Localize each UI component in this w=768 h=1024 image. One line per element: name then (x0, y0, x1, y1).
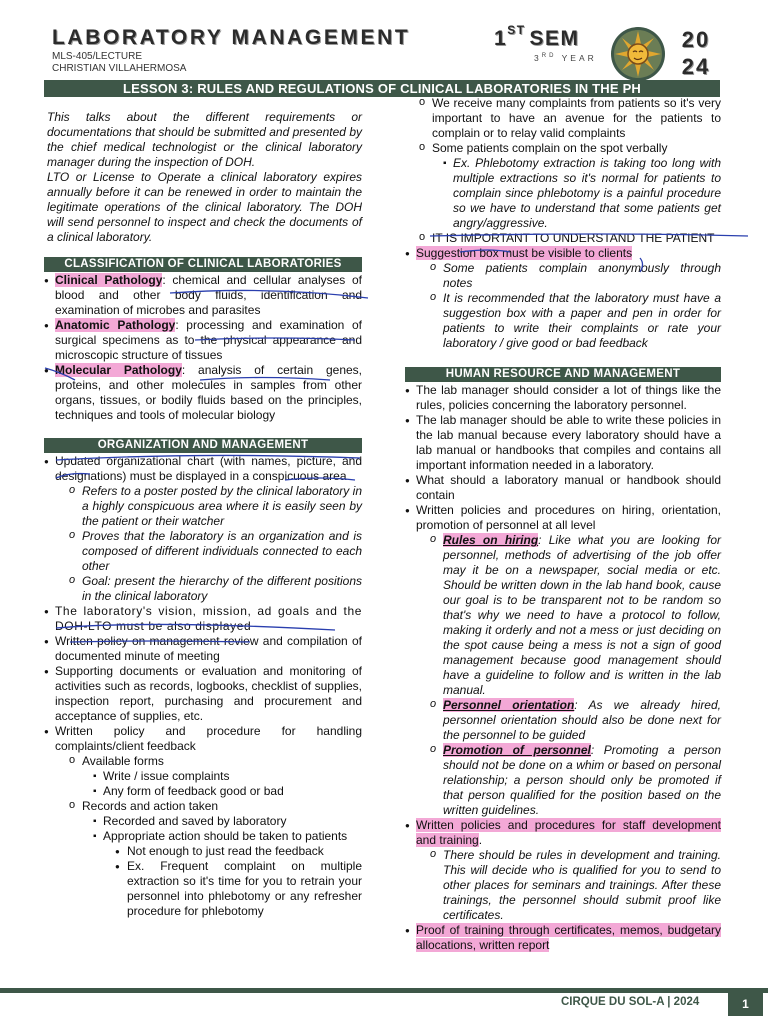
list-item: o It is recommended that the laboratory must have a suggestion box with a paper and pen in order for patients to write their complaints or rate your laboratory / give good or bad feedback (428, 291, 721, 351)
semester-label: 1ST SEM (494, 23, 580, 50)
list-item: ▪ Write / issue complaints (93, 769, 362, 784)
list-item: ● Supporting documents or evaluation and monitoring of activities such as records, logbooks, checklist of supplies, inspection report, purchasing and procurement and acceptance of supplies, etc. (44, 664, 362, 724)
list-item: ● Not enough to just read the feedback (115, 844, 362, 859)
complaint-details-list (405, 96, 721, 246)
list-item: o Goal: present the hierarchy of the different positions in the clinical laboratory (67, 574, 362, 604)
list-item: ● Written policies and procedures on hiring, orientation, promotion of personnel at all level o Rules on hiring: Like what you are looking for personnel, methods of advertising of the job offer may it be on a newspaper, social media or etc. Should be written down in the lab hand book, cause our goal is to be transparent not to be random so that's why we need to have a protocol to follow, making it orderly and not a mess or just deciding on the spot cause being a mess is not a sign of good management because good management should have a guideline to follow and is written in the lab manual. o Personnel orientation: As we already hired, personnel orientation should also be done next for the personnel to be guided o Promotion of personnel: Promoting a person should not be done on a whim or based on personal relationship; a person should only be promoted if that person qualified for the position based on the written guidelines. (405, 503, 721, 818)
section-heading-human-resource: HUMAN RESOURCE AND MANAGEMENT (405, 367, 721, 382)
list-item: o Records and action taken ▪ Recorded and saved by laboratory ▪ Appropriate action should be taken to patients ● Not enough to just read the feedback ● Ex. Frequent complaint on multiple extraction so it's time for you to retrain your personnel into phlebotomy or any refresher procedure for phlebotomy (67, 799, 362, 919)
list-item: ● Clinical Pathology: chemical and cellular analyses of blood and other body fluids, identification and examination of microbes and parasites (44, 273, 362, 318)
page-number: 1 (728, 992, 763, 1016)
list-item: o Promotion of personnel: Promoting a person should not be done on a whim or based on personal relationship; a person should only be promoted if that person qualified for the position based on the written guidelines. (428, 743, 721, 818)
list-item: o Personnel orientation: As we already hired, personnel orientation should also be done next for the personnel to be guided (428, 698, 721, 743)
course-info (52, 51, 186, 75)
intro-paragraph-lto: LTO or License to Operate a clinical laboratory expires annually before it can be renewed in order to maintain the legitimate operations of the clinical laboratory. The DOH will send personnel to inspect and check the documents of a clinical laboratory. (47, 170, 362, 244)
section-heading-organization: ORGANIZATION AND MANAGEMENT (44, 438, 362, 453)
list-item: o We receive many complaints from patients so it's very important to have an avenue for the patients to complain or to relay valid complaints (417, 96, 721, 141)
list-item: o Some patients complain anonymously through notes (428, 261, 721, 291)
list-item: ● Suggestion box must be visible to clients o Some patients complain anonymously through notes o It is recommended that the laboratory must have a suggestion box with a paper and pen in order for patients to write their complaints or rate your laboratory / give good or bad feedback (405, 246, 721, 351)
list-item: ● What should a laboratory manual or handbook should contain (405, 473, 721, 503)
list-item: ● Written policies and procedures for staff development and training. o There should be rules in development and training. This will decide who is qualified for you to send to other places for seminars and trainings. After these trainings, the personnel should submit proof like certificates. (405, 818, 721, 923)
sun-logo-icon (610, 26, 666, 82)
list-item: ▪ Appropriate action should be taken to patients ● Not enough to just read the feedback ● Ex. Frequent complaint on multiple extraction so it's time for you to retrain your personnel into phlebotomy or any refresher procedure for phlebotomy (93, 829, 362, 919)
list-item: o There should be rules in development and training. This will decide who is qualified for you to send to other places for seminars and trainings. After these trainings, the personnel should submit proof like certificates. (428, 848, 721, 923)
footer-divider (0, 988, 768, 993)
lesson-title-bar: LESSON 3: RULES AND REGULATIONS OF CLINICAL LABORATORIES IN THE PH (44, 80, 720, 97)
footer-label: CIRQUE DU SOL-A | 2024 (561, 996, 700, 1008)
list-item: ● Molecular Pathology: analysis of certain genes, proteins, and other molecules in samples from other organs, tissues, or bodily fluids based on the principles, techniques and tools of molecular biology (44, 363, 362, 423)
list-item: ● Updated organizational chart (with names, picture, and designations) must be displayed in a conspicuous area o Refers to a poster posted by the clinical laboratory in a highly conspicuous area where it is easily seen by the patient or their watcher o Proves that the laboratory is an organization and is composed of different individuals connected to each other o Goal: present the hierarchy of the different positions in the clinical laboratory (44, 454, 362, 604)
list-item: ● Written policy and procedure for handling complaints/client feedback o Available forms ▪ Write / issue complaints ▪ Any form of feedback good or bad o Records and action taken ▪ Recorded and saved by laboratory ▪ Appropriate action should be taken to patients ● Not enough to just read the feedback ● Ex. Frequent complaint on multiple extraction so it's time for you to retrain your personnel into phlebotomy or any refresher procedure for phlebotomy (44, 724, 362, 919)
list-item: o Proves that the laboratory is an organization and is composed of different individuals connected to each other (67, 529, 362, 574)
human-resource-list (405, 383, 721, 953)
list-item: o Refers to a poster posted by the clinical laboratory in a highly conspicuous area where it is easily seen by the patient or their watcher (67, 484, 362, 529)
list-item: ▪ Recorded and saved by laboratory (93, 814, 362, 829)
course-code: MLS-405/LECTURE (52, 51, 143, 62)
list-item: o Rules on hiring: Like what you are looking for personnel, methods of advertising of the job offer may it be on a newspaper, social media or etc. Should be written down in the lab hand book, cause our goal is to be transparent not to be random so that's why we need to have a protocol to follow, making it orderly and not a mess or just deciding on the spot cause being a mess is not a sign of good management because good management should have a guideline to follow and is written in the lab manual. (428, 533, 721, 698)
classification-list (44, 273, 362, 423)
list-item: o Some patients complain on the spot verbally ▪ Ex. Phlebotomy extraction is taking too long with multiple extractions so it's normal for patients to complain since phlebotomy is a painful procedure so we have to understand that some patients get angry/aggressive. (417, 141, 721, 231)
suggestion-list (405, 246, 721, 351)
section-heading-classification: CLASSIFICATION OF CLINICAL LABORATORIES (44, 257, 362, 272)
list-item: ● The lab manager should be able to write these policies in the lab manual because every laboratory should have a lab manual or handbooks that compiles and contains all important information needed in a laboratory. (405, 413, 721, 473)
left-column (44, 110, 362, 919)
list-item: ▪ Any form of feedback good or bad (93, 784, 362, 799)
organization-list (44, 454, 362, 919)
intro-paragraph-doh: This talks about the different requirements or documentations that should be submitted and presented by the chief medical technologist or the clinical laboratory manager during the inspection of DOH. (47, 110, 362, 169)
list-item: ● Written policy on management review and compilation of documented minute of meeting (44, 634, 362, 664)
document-title: LABORATORY MANAGEMENT (52, 26, 411, 49)
year-number: 20 24 (681, 27, 711, 79)
list-item: ● The lab manager should consider a lot of things like the rules, policies concerning the laboratory personnel. (405, 383, 721, 413)
list-item: ▪ Ex. Phlebotomy extraction is taking too long with multiple extractions so it's normal for patients to complain since phlebotomy is a painful procedure so we have to understand that some patients get angry/aggressive. (443, 156, 721, 231)
list-item: ● Anatomic Pathology: processing and examination of surgical specimens as to the physical appearance and microscopic structure of tissues (44, 318, 362, 363)
year-level-label: 3RD YEAR (534, 53, 597, 63)
list-item: ● Proof of training through certificates, memos, budgetary allocations, written report (405, 923, 721, 953)
list-item: ● The laboratory's vision, mission, ad goals and the DOH-LTO must be also displayed (44, 604, 362, 634)
list-item: o IT IS IMPORTANT TO UNDERSTAND THE PATIENT (417, 231, 721, 246)
author-name: CHRISTIAN VILLAHERMOSA (52, 63, 187, 74)
list-item: o Available forms ▪ Write / issue complaints ▪ Any form of feedback good or bad (67, 754, 362, 799)
right-column (405, 96, 721, 953)
list-item: ● Ex. Frequent complaint on multiple extraction so it's time for you to retrain your personnel into phlebotomy or any refresher procedure for phlebotomy (115, 859, 362, 919)
